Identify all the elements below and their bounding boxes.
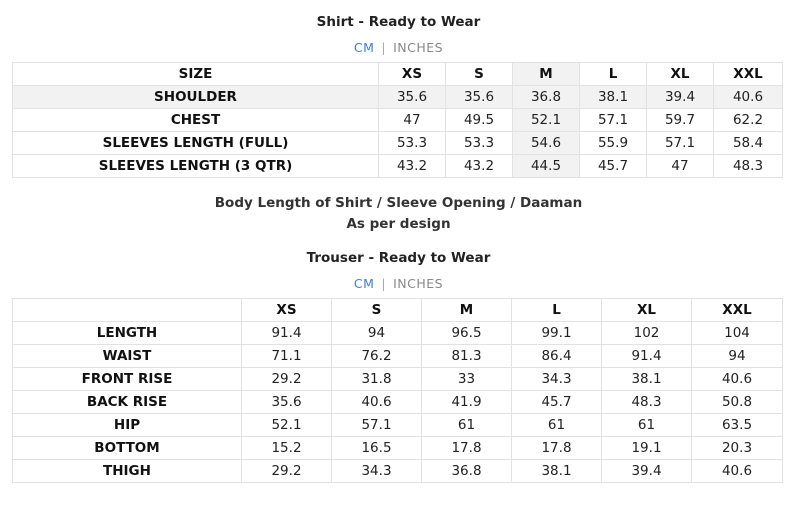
table-cell: 39.4 <box>647 86 714 109</box>
table-row <box>13 155 783 178</box>
size-header-xxl: XXL <box>692 299 783 322</box>
shirt-unit-cm[interactable]: CM <box>353 40 375 55</box>
table-cell: 48.3 <box>602 391 692 414</box>
table-cell: 53.3 <box>379 132 446 155</box>
table-cell: 54.6 <box>513 132 580 155</box>
size-header-s: S <box>332 299 422 322</box>
table-row <box>13 414 783 437</box>
table-cell: 94 <box>692 345 783 368</box>
row-label: FRONT RISE <box>13 368 242 391</box>
row-label: WAIST <box>13 345 242 368</box>
table-cell: 33 <box>422 368 512 391</box>
row-label: THIGH <box>13 460 242 483</box>
shirt-unit-toggle <box>0 40 797 55</box>
table-cell: 38.1 <box>602 368 692 391</box>
table-cell: 76.2 <box>332 345 422 368</box>
size-header-xxl: XXL <box>714 63 783 86</box>
table-cell: 53.3 <box>446 132 513 155</box>
table-cell: 34.3 <box>512 368 602 391</box>
trouser-unit-cm[interactable]: CM <box>353 276 375 291</box>
table-row <box>13 132 783 155</box>
table-cell: 61 <box>422 414 512 437</box>
row-label: SLEEVES LENGTH (FULL) <box>13 132 379 155</box>
table-cell: 40.6 <box>714 86 783 109</box>
table-cell: 34.3 <box>332 460 422 483</box>
table-cell: 57.1 <box>332 414 422 437</box>
trouser-size-table <box>12 298 783 483</box>
table-cell: 43.2 <box>446 155 513 178</box>
table-cell: 39.4 <box>602 460 692 483</box>
table-cell: 50.8 <box>692 391 783 414</box>
table-cell: 62.2 <box>714 109 783 132</box>
row-label: SHOULDER <box>13 86 379 109</box>
table-cell: 45.7 <box>512 391 602 414</box>
table-row <box>13 86 783 109</box>
table-cell: 91.4 <box>242 322 332 345</box>
table-cell: 44.5 <box>513 155 580 178</box>
table-cell: 36.8 <box>513 86 580 109</box>
table-cell: 29.2 <box>242 368 332 391</box>
table-cell: 52.1 <box>513 109 580 132</box>
note-line-1: Body Length of Shirt / Sleeve Opening / Daaman <box>214 195 583 211</box>
table-cell: 104 <box>692 322 783 345</box>
size-header-m: M <box>513 63 580 86</box>
table-cell: 91.4 <box>602 345 692 368</box>
table-cell: 17.8 <box>512 437 602 460</box>
table-cell: 52.1 <box>242 414 332 437</box>
trouser-unit-inches[interactable]: INCHES <box>393 276 444 291</box>
table-cell: 15.2 <box>242 437 332 460</box>
table-cell: 49.5 <box>446 109 513 132</box>
table-cell: 47 <box>647 155 714 178</box>
table-row <box>13 109 783 132</box>
table-cell: 58.4 <box>714 132 783 155</box>
table-row <box>13 345 783 368</box>
table-cell: 19.1 <box>602 437 692 460</box>
table-cell: 17.8 <box>422 437 512 460</box>
row-label: BACK RISE <box>13 391 242 414</box>
table-cell: 36.8 <box>422 460 512 483</box>
size-header-xl: XL <box>647 63 714 86</box>
table-cell: 96.5 <box>422 322 512 345</box>
table-cell: 61 <box>602 414 692 437</box>
row-label: LENGTH <box>13 322 242 345</box>
header-row <box>13 63 783 86</box>
table-cell: 81.3 <box>422 345 512 368</box>
table-cell: 40.6 <box>692 460 783 483</box>
size-header-s: S <box>446 63 513 86</box>
size-header-xs: XS <box>242 299 332 322</box>
size-header-m: M <box>422 299 512 322</box>
shirt-size-table <box>12 62 783 178</box>
table-row <box>13 368 783 391</box>
table-cell: 55.9 <box>580 132 647 155</box>
table-cell: 57.1 <box>580 109 647 132</box>
table-row <box>13 322 783 345</box>
row-label: BOTTOM <box>13 437 242 460</box>
header-corner: SIZE <box>13 63 379 86</box>
note-line-2: As per design <box>346 216 451 232</box>
table-cell: 29.2 <box>242 460 332 483</box>
row-label: SLEEVES LENGTH (3 QTR) <box>13 155 379 178</box>
shirt-unit-inches[interactable]: INCHES <box>393 40 444 55</box>
size-header-l: L <box>512 299 602 322</box>
row-label: CHEST <box>13 109 379 132</box>
table-cell: 35.6 <box>446 86 513 109</box>
table-cell: 63.5 <box>692 414 783 437</box>
table-cell: 35.6 <box>242 391 332 414</box>
table-cell: 45.7 <box>580 155 647 178</box>
table-cell: 38.1 <box>580 86 647 109</box>
table-row <box>13 391 783 414</box>
size-header-xl: XL <box>602 299 692 322</box>
size-header-xs: XS <box>379 63 446 86</box>
table-cell: 40.6 <box>692 368 783 391</box>
table-cell: 16.5 <box>332 437 422 460</box>
table-row <box>13 460 783 483</box>
table-cell: 48.3 <box>714 155 783 178</box>
table-cell: 102 <box>602 322 692 345</box>
table-cell: 61 <box>512 414 602 437</box>
unit-separator: | <box>381 40 387 55</box>
shirt-title: Shirt - Ready to Wear <box>316 14 481 30</box>
table-cell: 43.2 <box>379 155 446 178</box>
table-cell: 35.6 <box>379 86 446 109</box>
table-cell: 41.9 <box>422 391 512 414</box>
table-cell: 47 <box>379 109 446 132</box>
table-row <box>13 437 783 460</box>
trouser-title: Trouser - Ready to Wear <box>306 250 491 266</box>
table-cell: 20.3 <box>692 437 783 460</box>
table-cell: 86.4 <box>512 345 602 368</box>
header-corner <box>13 299 242 322</box>
table-cell: 94 <box>332 322 422 345</box>
table-cell: 71.1 <box>242 345 332 368</box>
header-row <box>13 299 783 322</box>
table-cell: 57.1 <box>647 132 714 155</box>
size-header-l: L <box>580 63 647 86</box>
table-cell: 40.6 <box>332 391 422 414</box>
table-cell: 31.8 <box>332 368 422 391</box>
table-cell: 59.7 <box>647 109 714 132</box>
row-label: HIP <box>13 414 242 437</box>
trouser-unit-toggle <box>0 276 797 291</box>
table-cell: 99.1 <box>512 322 602 345</box>
unit-separator: | <box>381 276 387 291</box>
table-cell: 38.1 <box>512 460 602 483</box>
